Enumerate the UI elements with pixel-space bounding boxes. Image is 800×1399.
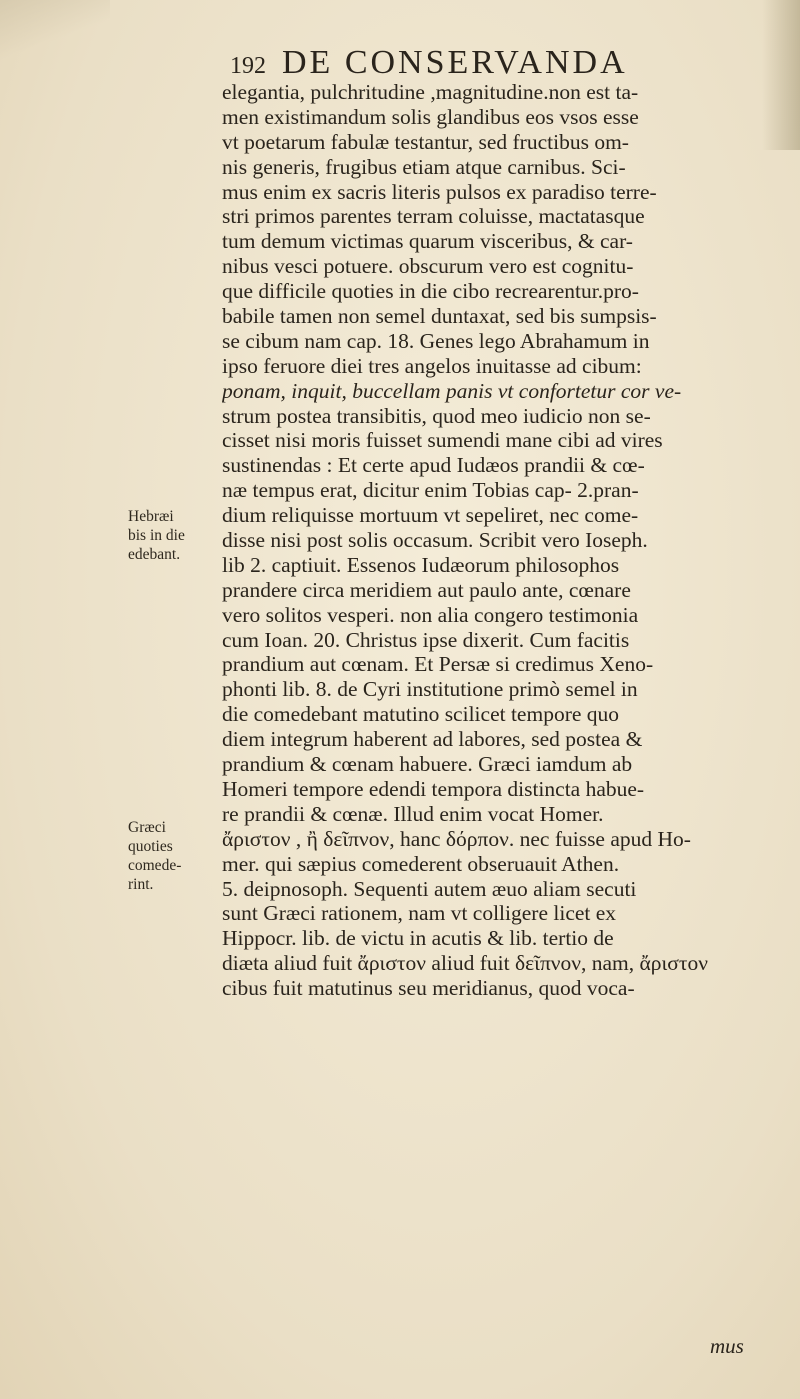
text-line: stri primos parentes terram coluisse, mactatasque bbox=[222, 204, 645, 229]
text-line: die comedebant matutino scilicet tempore quo bbox=[222, 702, 620, 727]
text-line: prandere circa meridiem aut paulo ante, cœnare bbox=[222, 577, 631, 602]
text-line: ipso feruore diei tres angelos inuitasse ad cibum: bbox=[222, 353, 642, 378]
text-line: nis generis, frugibus etiam atque carnibus. Sci- bbox=[222, 154, 626, 179]
text-line: cum Ioan. 20. Christus ipse dixerit. Cum facitis bbox=[222, 627, 630, 652]
text-line: mus enim ex sacris literis pulsos ex paradiso terre- bbox=[222, 179, 657, 204]
margin-note-line: rint. bbox=[128, 876, 154, 893]
text-line: men existimandum solis glandibus eos vsos esse bbox=[222, 104, 639, 129]
page-number: 192 bbox=[230, 53, 266, 79]
text-line: vero solitos vesperi. non alia congero testimonia bbox=[222, 602, 639, 627]
text-line: que difficile quoties in die cibo recrearentur.pro- bbox=[222, 279, 639, 304]
text-line: dium reliquisse mortuum vt sepeliret, nec come- bbox=[222, 503, 639, 528]
text-line: elegantia, pulchritudine ,magnitudine.non est ta- bbox=[222, 80, 639, 104]
text-line: tum demum victimas quarum visceribus, & car- bbox=[222, 229, 633, 254]
running-head bbox=[230, 44, 690, 84]
margin-note-line: edebant. bbox=[128, 546, 181, 563]
text-line: re prandii & cœnæ. Illud enim vocat Homer. bbox=[222, 801, 604, 826]
text-line: strum postea transibitis, quod meo iudicio non se- bbox=[222, 403, 651, 428]
margin-note-line: Hebræi bbox=[128, 508, 174, 525]
text-line: phonti lib. 8. de Cyri institutione primò semel in bbox=[222, 677, 638, 702]
text-line: Homeri tempore edendi tempora distincta habue- bbox=[222, 776, 645, 801]
text-line: babile tamen non semel duntaxat, sed bis sumpsis- bbox=[222, 304, 657, 329]
text-line: cisset nisi moris fuisset sumendi mane cibi ad vires bbox=[222, 428, 663, 453]
text-line: diæta aliud fuit ἄριστον aliud fuit δεῖπνον, nam, ἄριστον bbox=[222, 951, 708, 976]
text-line: sustinendas : Et certe apud Iudæos prandii & cœ- bbox=[222, 453, 645, 478]
text-line: disse nisi post solis occasum. Scribit vero Ioseph. bbox=[222, 528, 648, 553]
text-line: Hippocr. lib. de victu in acutis & lib. tertio de bbox=[222, 926, 614, 951]
margin-note-hebraei bbox=[128, 507, 214, 564]
text-line: nibus vesci potuere. obscurum vero est cognitu- bbox=[222, 254, 634, 279]
margin-note-line: bis in die bbox=[128, 527, 185, 544]
page-stain-top-left bbox=[0, 0, 110, 60]
text-line: sunt Græci rationem, nam vt colligere licet ex bbox=[222, 901, 617, 926]
page-title: DE CONSERVANDA bbox=[282, 44, 628, 81]
text-line: 5. deipnosoph. Sequenti autem æuo aliam secuti bbox=[222, 876, 637, 901]
text-line: næ tempus erat, dicitur enim Tobias cap- 2.pran- bbox=[222, 478, 639, 503]
page-edge-shadow bbox=[762, 0, 800, 150]
text-line: cibus fuit matutinus seu meridianus, quod voca- bbox=[222, 976, 635, 1001]
margin-note-graeci bbox=[128, 818, 214, 894]
text-line: ἄριστον , ἢ δεῖπνον, hanc δόρπον. nec fuisse apud Ho- bbox=[222, 826, 691, 851]
text-line: ponam, inquit, buccellam panis vt confortetur cor ve- bbox=[222, 378, 682, 403]
text-line: mer. qui sæpius comederent obseruauit Athen. bbox=[222, 851, 620, 876]
margin-note-line: Græci bbox=[128, 819, 166, 836]
margin-note-line: comede- bbox=[128, 857, 182, 874]
text-line: lib 2. captiuit. Essenos Iudæorum philosophos bbox=[222, 552, 620, 577]
text-line: prandium & cœnam habuere. Græci iamdum ab bbox=[222, 752, 633, 777]
catchword: mus bbox=[710, 1334, 744, 1358]
margin-note-line: quoties bbox=[128, 838, 173, 855]
text-line: diem integrum haberent ad labores, sed postea & bbox=[222, 727, 643, 752]
text-line: prandium aut cœnam. Et Persæ si credimus Xeno- bbox=[222, 652, 654, 677]
text-line: se cibum nam cap. 18. Genes lego Abrahamum in bbox=[222, 328, 650, 353]
text-line: vt poetarum fabulæ testantur, sed fructibus om- bbox=[222, 129, 629, 154]
body-text bbox=[222, 80, 762, 1001]
